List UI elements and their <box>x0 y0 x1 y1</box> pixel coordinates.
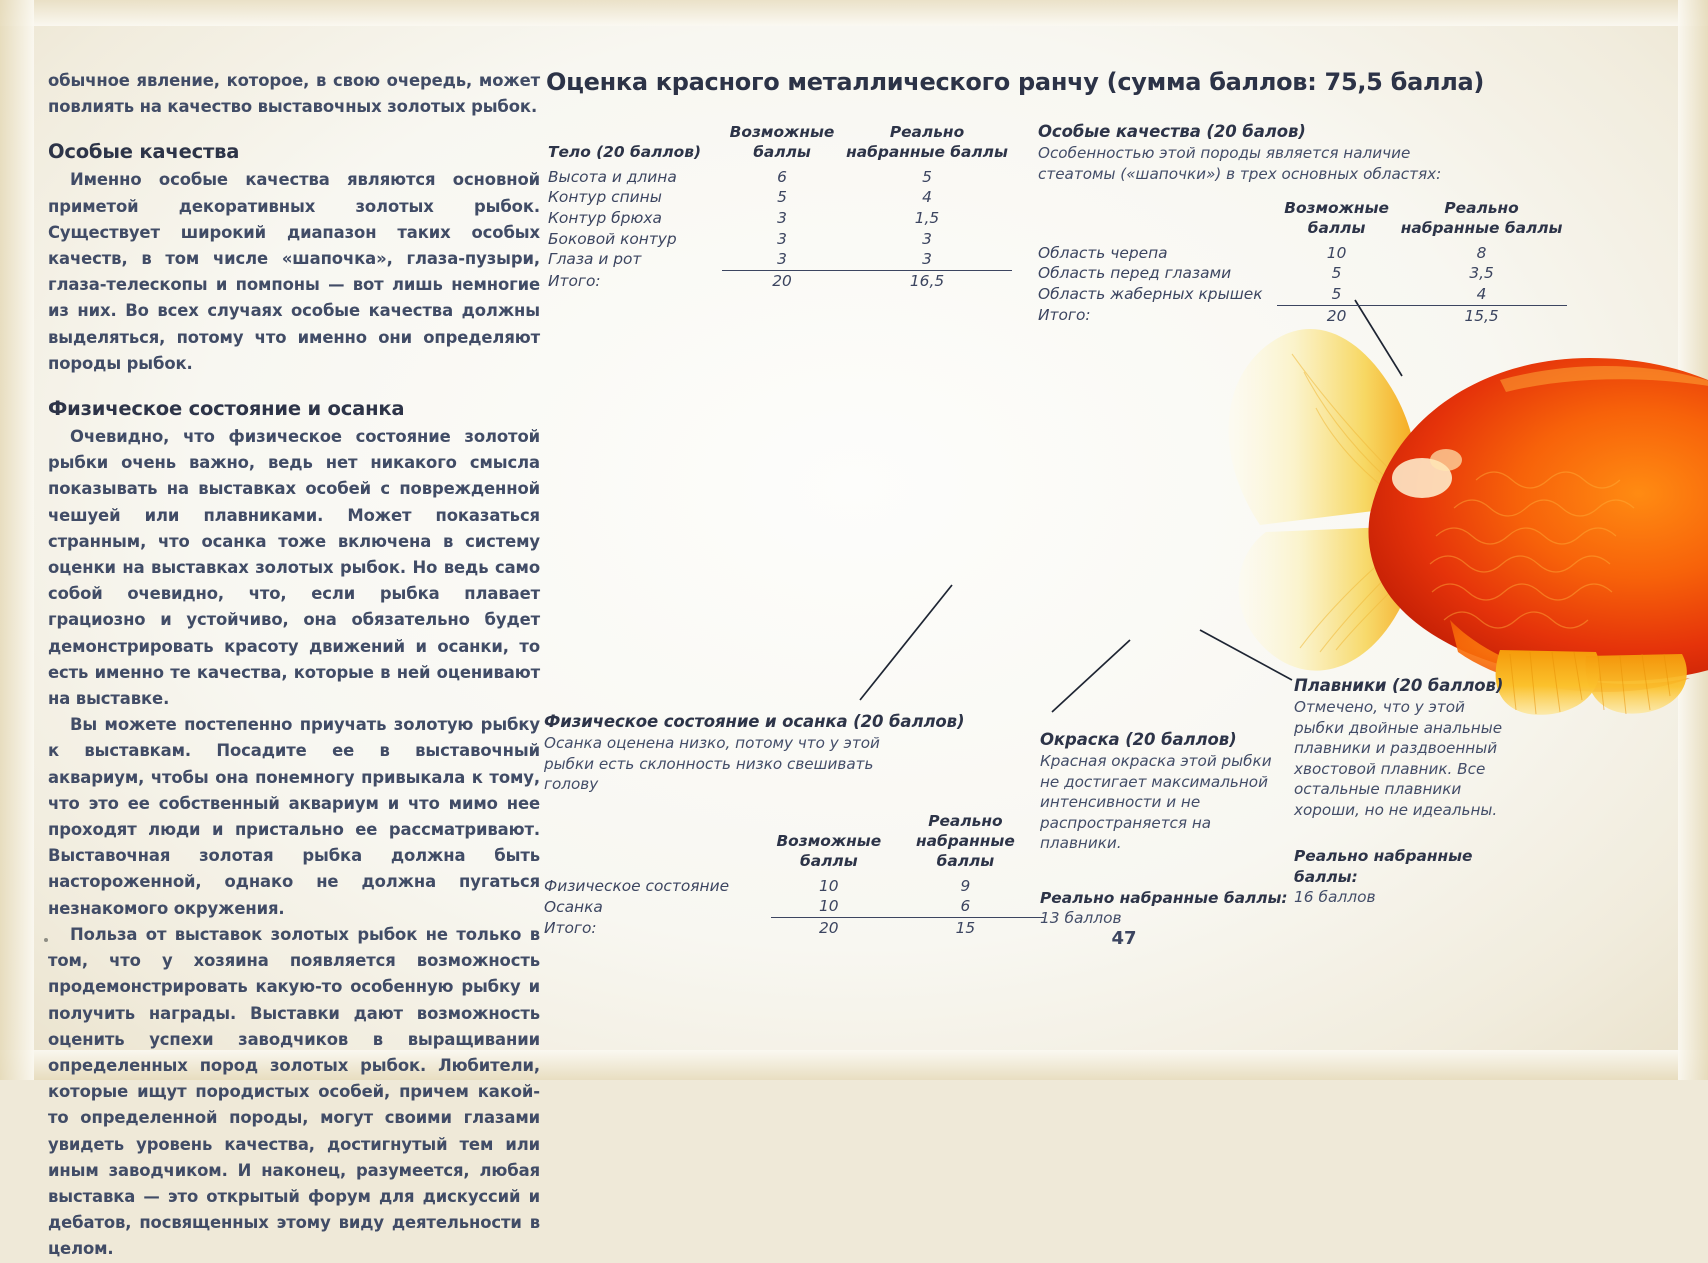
table-row: Физическое состояние 10 9 <box>544 876 971 895</box>
col-header-actual: Реально набранные баллы <box>846 123 1008 162</box>
figure-heading: Оценка красного металлического ранчу (сумма баллов: 75,5 балла) <box>546 68 1485 96</box>
col-header-possible: Возможные баллы <box>776 831 882 871</box>
heading-fizicheskoe-sostoyanie: Физическое состояние и осанка <box>48 397 405 421</box>
block-body-score <box>548 122 1012 291</box>
paragraph-osobye-kachestva-1: Именно особые качества являются основной приметой декоративных золотых рыбок. Существует широкий диапазон таких особых качеств, в том числе «шапочка», глаза-пузыри, глаза-телескопы и помпоны — вот лишь немногие из них. Во всех случаях особые качества должны выделяться, потому что именно они определяют породы рыбок. <box>48 170 540 373</box>
table-total-row: Итого: 20 15,5 <box>1038 306 1499 325</box>
block-special-title: Особые качества (20 балов) <box>1038 122 1306 141</box>
block-fins <box>1294 676 1514 908</box>
table-row: Контур спины 5 4 <box>548 188 932 207</box>
paragraph-fizicheskoe-2: Вы можете постепенно приучать золотую рыбку к выставкам. Посадите ее в выставочный аквариум, чтобы она понемногу привыкала к тому, что это ее собственный аквариум и что мимо нее проходят люди и пристально ее рассматривают. Выставочная золотая рыбка должна быть настороженной, однако не должна пугаться незнакомого окружения. <box>48 715 540 918</box>
table-condition-score <box>544 811 1044 939</box>
block-fins-note: Отмечено, что у этой рыбки двойные анальные плавники и раздвоенный хвостовой плавник. Все остальные плавники хороши, но не идеальны. <box>1294 698 1503 819</box>
page-edge-left <box>0 0 34 1080</box>
print-mark-dot <box>44 938 48 942</box>
block-fins-title: Плавники (20 баллов) <box>1294 676 1504 695</box>
paragraph-fizicheskoe-1: Очевидно, что физическое состояние золотой рыбки очень важно, ведь нет никакого смысла показывать на выставках особей с поврежденной чешуей или плавниками. Может показаться странным, что осанка тоже включена в систему оценки на выставках золотых рыбок. Но ведь само собой очевидно, что, если рыбка плавает грациозно и устойчиво, она обязательно будет демонстрировать красоту движений и осанки, то есть именно те качества, которые в ней оценивают на выставке. <box>48 427 540 709</box>
block-condition-note: Осанка оценена низко, потому что у этой рыбки есть склонность низко свешивать голову <box>544 734 880 793</box>
table-row: Область черепа 10 8 <box>1038 243 1487 262</box>
right-figure-column <box>540 0 1708 1080</box>
table-total-row: Итого: 20 16,5 <box>548 271 945 290</box>
heading-osobye-kachestva: Особые качества <box>48 140 240 164</box>
table-row: Осанка 10 6 <box>544 896 1044 917</box>
table-special-score <box>1038 198 1567 326</box>
table-total-row: Итого: 20 15 <box>544 918 976 937</box>
left-text-column <box>48 68 540 1263</box>
ranchu-goldfish-illustration <box>1200 300 1708 720</box>
table-row: Боковой контур 3 3 <box>548 229 932 248</box>
block-condition-title: Физическое состояние и осанка (20 баллов) <box>544 712 965 731</box>
block-fins-footer-label: Реально набранные баллы: <box>1294 847 1473 886</box>
block-fins-footer-value: 16 баллов <box>1294 888 1376 906</box>
block-colour <box>1040 730 1290 929</box>
table-row: Глаза и рот 3 3 <box>548 249 1012 270</box>
page-number: 47 <box>1111 928 1137 949</box>
block-condition-posture <box>544 712 1044 939</box>
table-row: Область перед глазами 5 3,5 <box>1038 264 1494 283</box>
col-header-possible: Возможные баллы <box>1284 199 1389 238</box>
table-row: Область жаберных крышек 5 4 <box>1038 284 1567 305</box>
block-colour-footer-label: Реально набранные баллы: <box>1040 888 1288 907</box>
table-body-title: Тело (20 баллов) <box>548 143 701 162</box>
continued-paragraph: обычное явление, которое, в свою очередь, может повлиять на качество выставочных золотых рыбок. <box>48 71 540 117</box>
table-body-score <box>548 122 1012 291</box>
block-colour-title: Окраска (20 баллов) <box>1040 730 1237 749</box>
block-colour-note: Красная окраска этой рыбки не достигает максимальной интенсивности и не распространяется на плавники. <box>1040 752 1272 852</box>
table-row: Контур брюха 3 1,5 <box>548 209 940 227</box>
col-header-actual: Реально набранные баллы <box>915 811 1015 871</box>
block-special-note: Особенностью этой породы является наличие стеатомы («шапочки») в трех основных областях: <box>1038 144 1442 183</box>
table-row: Высота и длина 6 5 <box>548 167 932 186</box>
block-colour-footer-value: 13 баллов <box>1040 909 1122 927</box>
col-header-actual: Реально набранные баллы <box>1400 199 1563 238</box>
block-special-qualities <box>1038 122 1698 326</box>
col-header-possible: Возможные баллы <box>729 123 835 162</box>
paragraph-fizicheskoe-3: Польза от выставок золотых рыбок не только в том, что у хозяина появляется возможность продемонстрировать какую-то особенную рыбку и получить награды. Выставки дают возможность оценить успехи заводчиков в выращивании определенных пород золотых рыбок. Любители, которые ищут породистых особей, причем какой-то определенной породы, могут своими глазами увидеть уровень качества, достигнутый тем или иным заводчиком. И наконец, разумеется, любая выставка — это открытый форум для дискуссий и дебатов, посвященных этому виду деятельности в целом. <box>48 924 540 1259</box>
